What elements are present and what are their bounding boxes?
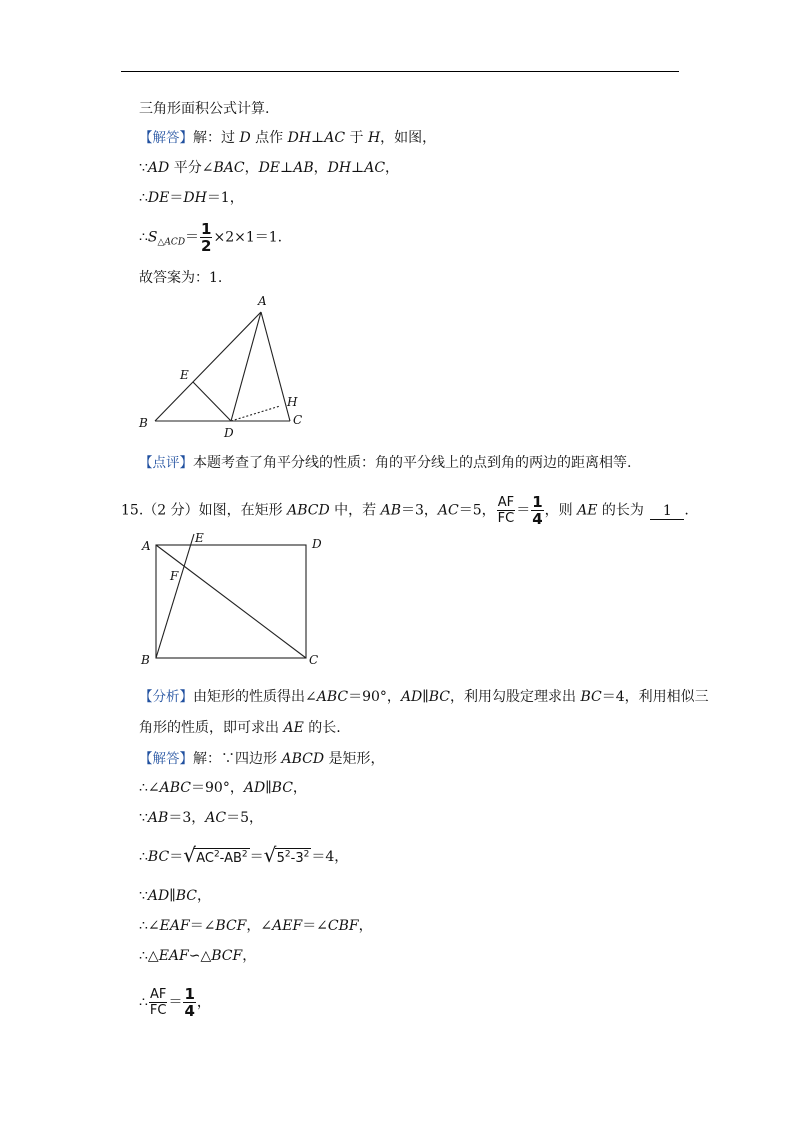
label-f: F [170, 569, 179, 583]
t: EAF [158, 948, 189, 964]
t: ∴ [139, 229, 148, 246]
t: ＝ [168, 994, 183, 1011]
t: ＝∠ [302, 918, 328, 934]
t: BC [147, 849, 170, 866]
t: AEF [272, 918, 303, 934]
t: 的长为 [597, 502, 649, 519]
analysis-line-1 [139, 687, 709, 707]
t: ∴△ [139, 948, 159, 964]
t: ∵ [139, 810, 148, 826]
numerator: 1 [201, 220, 212, 238]
answer-tag: 【解答】 [139, 751, 193, 767]
label-a: A [258, 294, 267, 308]
t: S [147, 229, 158, 246]
t: ∥ [265, 780, 272, 796]
t: 平分∠ [169, 160, 214, 176]
t: AC [364, 160, 386, 176]
t: ⊥ [280, 160, 294, 176]
t: ∥ [169, 888, 176, 904]
t: ∴∠ [139, 780, 160, 796]
fraction [183, 986, 195, 1019]
t: ， [358, 918, 373, 934]
t: DH [327, 160, 352, 176]
t: ∴∠ [139, 918, 160, 934]
denominator: FC [497, 511, 515, 526]
t: AD [243, 780, 266, 796]
label-e: E [180, 368, 189, 382]
t: ABCD [281, 751, 325, 767]
t: 的长. [303, 720, 341, 736]
t: CBF [327, 918, 359, 934]
t: ⊥ [351, 160, 365, 176]
denominator: 4 [184, 1002, 195, 1020]
t: ∴ [139, 849, 148, 866]
radicand [194, 848, 249, 866]
label-h: H [287, 395, 298, 409]
t: . [684, 502, 689, 519]
t: ，则 [544, 502, 578, 519]
label-d: D [224, 426, 234, 440]
t: 于 [345, 130, 368, 146]
answer-blank: 1 [650, 503, 684, 520]
answer-tag: 【解答】 [139, 130, 193, 146]
t: ， [242, 948, 257, 964]
analysis-tag: 【分析】 [139, 689, 193, 705]
t: ， [244, 160, 259, 176]
text-line-3 [139, 158, 399, 178]
t: 解：∵四边形 [193, 751, 282, 767]
t: BC [580, 689, 602, 705]
analysis-line-2 [139, 718, 341, 738]
label-a: A [142, 539, 151, 553]
t: ⊥ [311, 130, 325, 146]
t: AD [147, 888, 170, 904]
t: ，∠ [246, 918, 273, 934]
solution-line-6 [139, 916, 373, 936]
t: 5 [276, 851, 285, 867]
t: ＝1， [206, 190, 244, 206]
text-line-4 [139, 188, 244, 208]
t: ×2×1＝1. [213, 229, 283, 246]
t: EAF [159, 918, 190, 934]
t: ＝ [169, 190, 184, 206]
t: AE [283, 720, 304, 736]
t: 点作 [250, 130, 288, 146]
header-rule [121, 71, 679, 72]
segment-dh [231, 406, 280, 421]
t: ＝ [516, 502, 531, 519]
denominator: 4 [532, 510, 543, 528]
t: AD [400, 689, 423, 705]
text-line-2 [139, 128, 436, 148]
t: 故答案为：1. [139, 270, 223, 286]
sqrt-expression [183, 845, 249, 869]
t: 本题考查了角平分线的性质：角的平分线上的点到角的两边的距离相等. [193, 455, 632, 471]
t: ＝4，利用相似三 [601, 689, 709, 705]
t: 解：过 [193, 130, 240, 146]
edge-ac [261, 312, 290, 421]
t: ＝3， [401, 502, 438, 519]
edge-ba [155, 312, 261, 421]
t: ，利用勾股定理求出 [450, 689, 581, 705]
t: D [239, 130, 251, 146]
segment-ad [231, 312, 261, 421]
t: ＝5， [458, 502, 496, 519]
exp: 2 [241, 850, 248, 860]
t: H [367, 130, 381, 146]
t: ＝4， [311, 849, 349, 866]
t: BAC [213, 160, 245, 176]
solution-line-7 [139, 946, 256, 966]
text-line-1 [139, 99, 269, 119]
label-c: C [293, 413, 303, 427]
t: ，如图， [380, 130, 437, 146]
t: AB [293, 160, 314, 176]
figure-rectangle [136, 526, 336, 671]
exp: 2 [284, 850, 291, 860]
t: DE [258, 160, 281, 176]
exp: 2 [213, 850, 220, 860]
t: BC [428, 689, 451, 705]
t: 角形的性质，即可求出 [139, 720, 284, 736]
numerator: AF [497, 495, 515, 510]
t: BCF [215, 918, 247, 934]
t: AB [147, 810, 169, 826]
t: BC [175, 888, 197, 904]
fraction [497, 495, 516, 526]
t: ＝ [185, 229, 200, 246]
t: ABC [316, 689, 349, 705]
label-b: B [141, 653, 150, 667]
t: DH [183, 190, 207, 206]
t: ＝∠ [189, 918, 216, 934]
t: ， [385, 160, 400, 176]
numerator: AF [150, 987, 167, 1002]
segment-be [156, 534, 194, 658]
t: 由矩形的性质得出∠ [193, 689, 317, 705]
t: DE [147, 190, 170, 206]
t: BCF [211, 948, 243, 964]
label-b: B [139, 416, 148, 430]
diagonal-ac [156, 545, 306, 658]
radical-sign: √ [263, 843, 277, 867]
t: 中，若 [329, 502, 381, 519]
t: ＝ [169, 849, 184, 866]
text-line-6 [139, 268, 222, 288]
text-line-5 [139, 221, 282, 254]
t: AE [577, 502, 598, 519]
text-line-7 [139, 453, 631, 473]
t: 是矩形， [324, 751, 385, 767]
t: ABCD [287, 502, 330, 519]
fraction [531, 494, 543, 527]
t: AB [380, 502, 401, 519]
t: ∥ [422, 689, 429, 705]
t: ＝ [249, 849, 264, 866]
denominator: 2 [201, 237, 212, 255]
segment-de [193, 382, 231, 421]
t: DH [287, 130, 312, 146]
solution-line-3 [139, 808, 263, 828]
solution-line-5 [139, 886, 211, 906]
solution-line-4 [139, 845, 348, 869]
t: AD [147, 160, 170, 176]
t: -AB [219, 851, 242, 867]
numerator: 1 [184, 985, 195, 1003]
t: ＝90°， [348, 689, 401, 705]
t: AC [196, 851, 214, 867]
t: AC [324, 130, 346, 146]
t: AC [205, 810, 227, 826]
solution-line-8 [139, 986, 211, 1019]
t: ＝90°， [191, 780, 244, 796]
t: ， [196, 994, 211, 1011]
exp: 2 [303, 850, 310, 860]
t: △ACD [157, 237, 186, 248]
l1-text: 三角形面积公式计算. [139, 101, 270, 117]
t: BC [271, 780, 293, 796]
t: ， [292, 780, 307, 796]
sqrt-expression [264, 845, 312, 869]
label-e: E [195, 531, 204, 545]
t: ， [313, 160, 328, 176]
solution-line-1 [139, 749, 385, 769]
radicand [275, 848, 312, 866]
label-c: C [309, 653, 319, 667]
t: -3 [290, 851, 304, 867]
question-15 [121, 494, 689, 527]
t: 15.（2 分）如图，在矩形 [121, 502, 288, 519]
t: ∴ [139, 190, 148, 206]
t: ∽△ [188, 948, 212, 964]
fraction [200, 221, 212, 254]
t: ABC [159, 780, 192, 796]
numerator: 1 [532, 493, 543, 511]
fraction [149, 987, 168, 1018]
radical-sign: √ [183, 843, 196, 867]
denominator: FC [149, 1003, 167, 1018]
t: AC [437, 502, 459, 519]
t: ∵ [139, 160, 148, 176]
figure-triangle [130, 290, 330, 440]
t: ∵ [139, 888, 148, 904]
t: ＝3， [168, 810, 206, 826]
solution-line-2 [139, 778, 307, 798]
t: ＝5， [226, 810, 263, 826]
t: ， [197, 888, 211, 904]
label-d: D [312, 537, 322, 551]
comment-tag: 【点评】 [139, 455, 193, 471]
t: ∴ [139, 994, 148, 1011]
